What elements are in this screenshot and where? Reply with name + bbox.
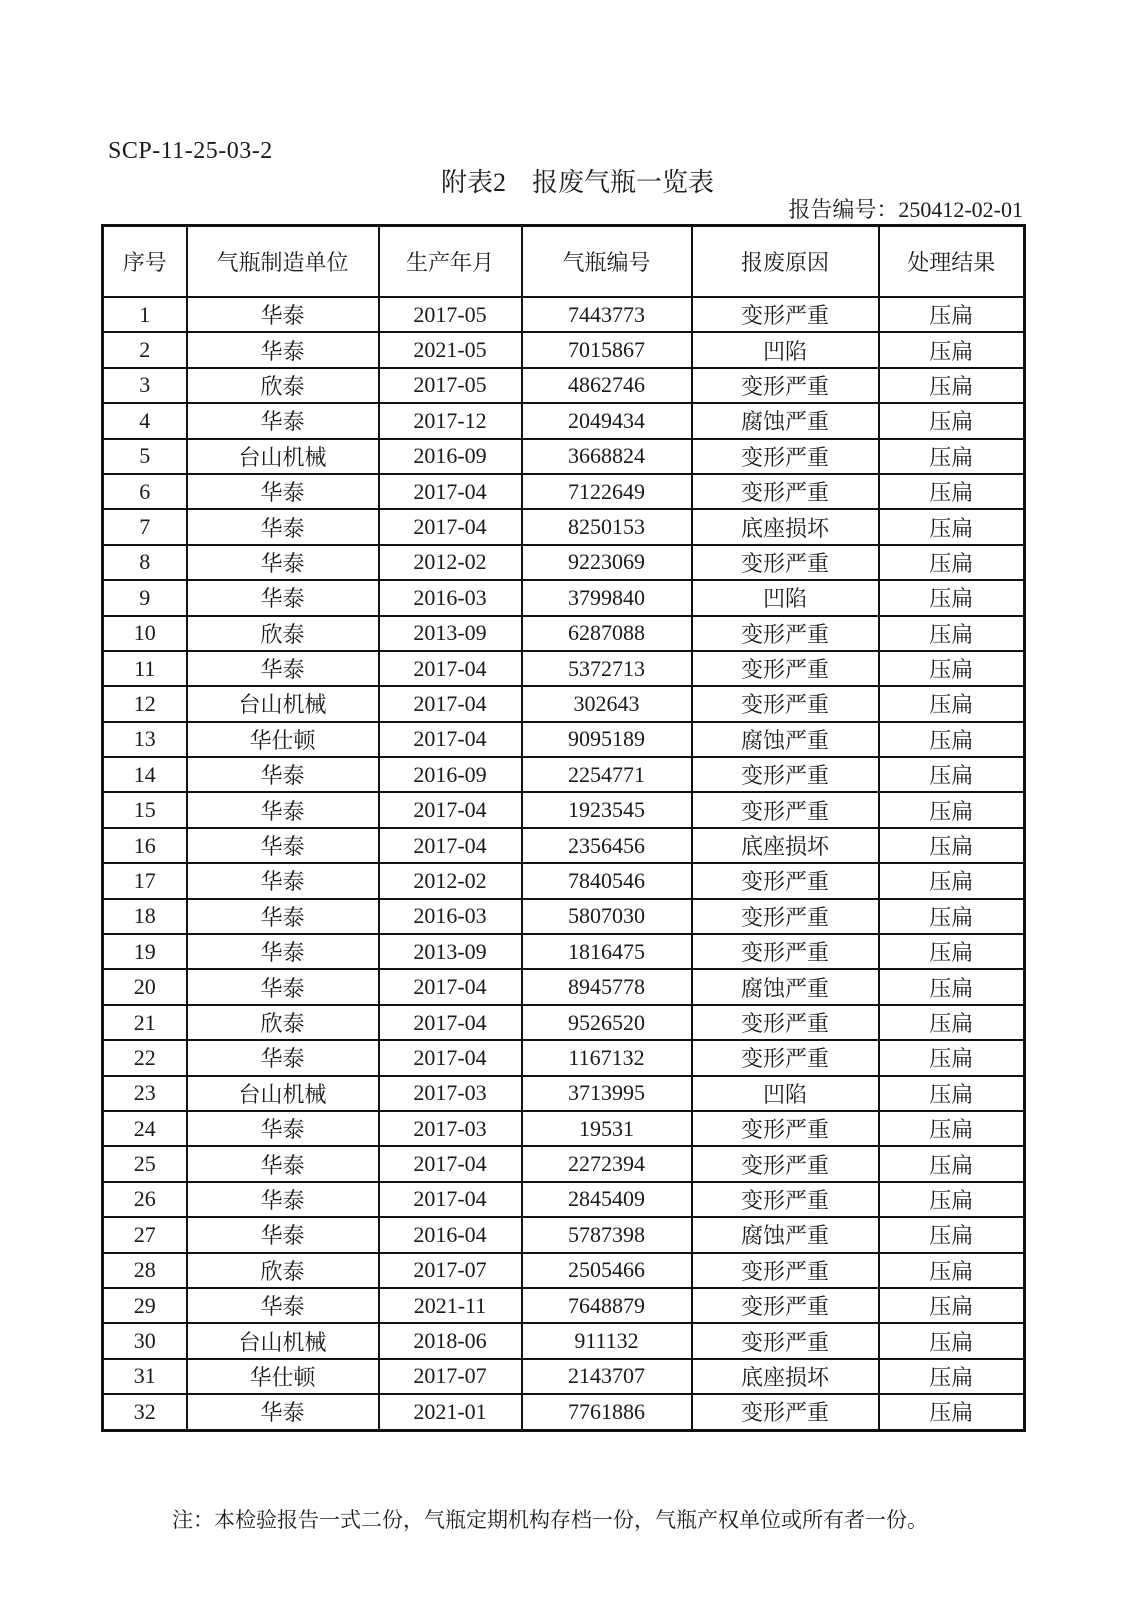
table-row [103, 509, 1025, 544]
cell-cylinder-number: 3668824 [522, 439, 692, 474]
cell-production-date: 2017-04 [379, 1005, 522, 1040]
cell-seq-no: 32 [103, 1394, 187, 1430]
cell-cylinder-number: 302643 [522, 686, 692, 721]
cell-scrap-reason: 变形严重 [692, 616, 879, 651]
table-row [103, 686, 1025, 721]
cell-cylinder-number: 3799840 [522, 580, 692, 615]
cell-scrap-reason: 变形严重 [692, 1005, 879, 1040]
cell-production-date: 2017-04 [379, 509, 522, 544]
cell-manufacturer: 华泰 [187, 474, 379, 509]
cell-production-date: 2018-06 [379, 1323, 522, 1358]
table-row [103, 1005, 1025, 1040]
cell-seq-no: 21 [103, 1005, 187, 1040]
cell-treatment-result: 压扁 [879, 934, 1025, 969]
cell-treatment-result: 压扁 [879, 474, 1025, 509]
cell-scrap-reason: 腐蚀严重 [692, 969, 879, 1004]
cell-manufacturer: 华泰 [187, 899, 379, 934]
cell-seq-no: 14 [103, 757, 187, 792]
table-body [103, 297, 1025, 1430]
cell-seq-no: 20 [103, 969, 187, 1004]
cell-manufacturer: 华泰 [187, 1111, 379, 1146]
cell-cylinder-number: 1923545 [522, 792, 692, 827]
cell-seq-no: 26 [103, 1182, 187, 1217]
cell-seq-no: 22 [103, 1040, 187, 1075]
cell-seq-no: 16 [103, 828, 187, 863]
cell-production-date: 2017-07 [379, 1253, 522, 1288]
cell-scrap-reason: 腐蚀严重 [692, 1217, 879, 1252]
cell-manufacturer: 华泰 [187, 757, 379, 792]
cell-seq-no: 15 [103, 792, 187, 827]
cell-manufacturer: 华泰 [187, 509, 379, 544]
cell-seq-no: 29 [103, 1288, 187, 1323]
cell-scrap-reason: 变形严重 [692, 899, 879, 934]
cell-cylinder-number: 2254771 [522, 757, 692, 792]
cell-seq-no: 3 [103, 368, 187, 403]
cell-production-date: 2017-04 [379, 1182, 522, 1217]
cell-manufacturer: 华泰 [187, 1040, 379, 1075]
table-row [103, 1040, 1025, 1075]
cell-cylinder-number: 9095189 [522, 722, 692, 757]
cell-cylinder-number: 6287088 [522, 616, 692, 651]
cell-manufacturer: 华泰 [187, 1288, 379, 1323]
cell-manufacturer: 华泰 [187, 969, 379, 1004]
table-row [103, 969, 1025, 1004]
cell-scrap-reason: 腐蚀严重 [692, 403, 879, 438]
cell-seq-no: 27 [103, 1217, 187, 1252]
cell-seq-no: 19 [103, 934, 187, 969]
table-row [103, 899, 1025, 934]
cell-seq-no: 30 [103, 1323, 187, 1358]
header-cell-production-date: 生产年月 [379, 226, 522, 298]
cell-treatment-result: 压扁 [879, 616, 1025, 651]
cell-scrap-reason: 变形严重 [692, 297, 879, 332]
cell-scrap-reason: 变形严重 [692, 1182, 879, 1217]
cell-seq-no: 1 [103, 297, 187, 332]
cell-scrap-reason: 凹陷 [692, 1076, 879, 1111]
cell-seq-no: 8 [103, 545, 187, 580]
cell-seq-no: 17 [103, 863, 187, 898]
cell-manufacturer: 华泰 [187, 403, 379, 438]
cell-seq-no: 10 [103, 616, 187, 651]
cell-production-date: 2017-05 [379, 368, 522, 403]
cell-production-date: 2016-09 [379, 757, 522, 792]
cell-cylinder-number: 2049434 [522, 403, 692, 438]
cell-treatment-result: 压扁 [879, 368, 1025, 403]
cell-scrap-reason: 变形严重 [692, 1288, 879, 1323]
table-row [103, 1253, 1025, 1288]
cell-manufacturer: 欣泰 [187, 1253, 379, 1288]
cell-manufacturer: 华泰 [187, 580, 379, 615]
table-row [103, 1076, 1025, 1111]
cell-cylinder-number: 9526520 [522, 1005, 692, 1040]
cell-scrap-reason: 变形严重 [692, 1253, 879, 1288]
cell-manufacturer: 欣泰 [187, 1005, 379, 1040]
cell-production-date: 2017-04 [379, 1040, 522, 1075]
footer-note: 注：本检验报告一式二份，气瓶定期机构存档一份，气瓶产权单位或所有者一份。 [172, 1508, 928, 1532]
cell-scrap-reason: 变形严重 [692, 1040, 879, 1075]
cell-manufacturer: 台山机械 [187, 1076, 379, 1111]
cell-scrap-reason: 变形严重 [692, 757, 879, 792]
cell-treatment-result: 压扁 [879, 403, 1025, 438]
scrapped-cylinder-table [101, 224, 1026, 1432]
cell-scrap-reason: 凹陷 [692, 332, 879, 367]
cell-seq-no: 11 [103, 651, 187, 686]
table-row [103, 297, 1025, 332]
cell-treatment-result: 压扁 [879, 722, 1025, 757]
cell-scrap-reason: 变形严重 [692, 439, 879, 474]
report-number-value: 250412-02-01 [898, 197, 1023, 222]
cell-treatment-result: 压扁 [879, 297, 1025, 332]
cell-cylinder-number: 7648879 [522, 1288, 692, 1323]
cell-cylinder-number: 8945778 [522, 969, 692, 1004]
cell-cylinder-number: 7122649 [522, 474, 692, 509]
cell-treatment-result: 压扁 [879, 332, 1025, 367]
cell-cylinder-number: 2143707 [522, 1359, 692, 1394]
cell-seq-no: 4 [103, 403, 187, 438]
table-row [103, 368, 1025, 403]
cell-production-date: 2017-04 [379, 651, 522, 686]
cell-cylinder-number: 2356456 [522, 828, 692, 863]
table-row [103, 439, 1025, 474]
cell-manufacturer: 华泰 [187, 792, 379, 827]
cell-treatment-result: 压扁 [879, 1076, 1025, 1111]
cell-treatment-result: 压扁 [879, 757, 1025, 792]
cell-scrap-reason: 底座损坏 [692, 828, 879, 863]
cell-cylinder-number: 7443773 [522, 297, 692, 332]
cell-seq-no: 2 [103, 332, 187, 367]
cell-scrap-reason: 腐蚀严重 [692, 722, 879, 757]
table-row [103, 1217, 1025, 1252]
cell-production-date: 2017-04 [379, 722, 522, 757]
cell-cylinder-number: 2505466 [522, 1253, 692, 1288]
cell-seq-no: 23 [103, 1076, 187, 1111]
cell-treatment-result: 压扁 [879, 828, 1025, 863]
cell-cylinder-number: 3713995 [522, 1076, 692, 1111]
cell-production-date: 2016-04 [379, 1217, 522, 1252]
cell-seq-no: 24 [103, 1111, 187, 1146]
table-row [103, 1359, 1025, 1394]
cell-seq-no: 7 [103, 509, 187, 544]
cell-cylinder-number: 1816475 [522, 934, 692, 969]
cell-production-date: 2021-11 [379, 1288, 522, 1323]
table-row [103, 580, 1025, 615]
cell-manufacturer: 华泰 [187, 934, 379, 969]
cell-cylinder-number: 7015867 [522, 332, 692, 367]
table-row [103, 722, 1025, 757]
cell-treatment-result: 压扁 [879, 1040, 1025, 1075]
cell-manufacturer: 华泰 [187, 828, 379, 863]
cell-treatment-result: 压扁 [879, 863, 1025, 898]
cell-seq-no: 18 [103, 899, 187, 934]
cell-scrap-reason: 变形严重 [692, 368, 879, 403]
cell-treatment-result: 压扁 [879, 439, 1025, 474]
header-cell-scrap-reason: 报废原因 [692, 226, 879, 298]
cell-seq-no: 5 [103, 439, 187, 474]
cell-treatment-result: 压扁 [879, 1359, 1025, 1394]
cell-cylinder-number: 5787398 [522, 1217, 692, 1252]
cell-treatment-result: 压扁 [879, 792, 1025, 827]
header-cell-manufacturer: 气瓶制造单位 [187, 226, 379, 298]
table-row [103, 792, 1025, 827]
cell-manufacturer: 华泰 [187, 297, 379, 332]
cell-scrap-reason: 变形严重 [692, 792, 879, 827]
header-cell-seq-no: 序号 [103, 226, 187, 298]
page-title: 附表2 报废气瓶一览表 [441, 168, 715, 197]
table-row [103, 651, 1025, 686]
cell-manufacturer: 华泰 [187, 545, 379, 580]
cell-treatment-result: 压扁 [879, 651, 1025, 686]
cell-production-date: 2016-03 [379, 580, 522, 615]
cell-production-date: 2021-05 [379, 332, 522, 367]
cell-scrap-reason: 底座损坏 [692, 509, 879, 544]
cell-scrap-reason: 变形严重 [692, 474, 879, 509]
report-number-label: 报告编号： [788, 197, 899, 222]
cell-manufacturer: 华泰 [187, 1146, 379, 1181]
cell-manufacturer: 华泰 [187, 1394, 379, 1430]
cell-production-date: 2013-09 [379, 934, 522, 969]
cell-seq-no: 13 [103, 722, 187, 757]
cell-manufacturer: 华仕顿 [187, 1359, 379, 1394]
cell-cylinder-number: 9223069 [522, 545, 692, 580]
cell-treatment-result: 压扁 [879, 1111, 1025, 1146]
cell-treatment-result: 压扁 [879, 1394, 1025, 1430]
cell-scrap-reason: 变形严重 [692, 686, 879, 721]
cell-cylinder-number: 2845409 [522, 1182, 692, 1217]
cell-production-date: 2013-09 [379, 616, 522, 651]
table-row [103, 757, 1025, 792]
cell-cylinder-number: 7840546 [522, 863, 692, 898]
cell-scrap-reason: 凹陷 [692, 580, 879, 615]
cell-treatment-result: 压扁 [879, 1288, 1025, 1323]
cell-manufacturer: 欣泰 [187, 368, 379, 403]
cell-cylinder-number: 1167132 [522, 1040, 692, 1075]
cell-manufacturer: 欣泰 [187, 616, 379, 651]
table-row [103, 934, 1025, 969]
cell-scrap-reason: 变形严重 [692, 1394, 879, 1430]
cell-scrap-reason: 底座损坏 [692, 1359, 879, 1394]
cell-treatment-result: 压扁 [879, 1217, 1025, 1252]
cell-scrap-reason: 变形严重 [692, 863, 879, 898]
header-cell-cylinder-number: 气瓶编号 [522, 226, 692, 298]
table-header-row [103, 226, 1025, 298]
cell-treatment-result: 压扁 [879, 580, 1025, 615]
cell-scrap-reason: 变形严重 [692, 545, 879, 580]
table-row [103, 403, 1025, 438]
cell-production-date: 2012-02 [379, 863, 522, 898]
cell-production-date: 2017-05 [379, 297, 522, 332]
cell-production-date: 2017-04 [379, 969, 522, 1004]
cell-manufacturer: 台山机械 [187, 686, 379, 721]
cell-seq-no: 25 [103, 1146, 187, 1181]
cell-manufacturer: 台山机械 [187, 1323, 379, 1358]
table-row [103, 1111, 1025, 1146]
table-row [103, 1288, 1025, 1323]
cell-treatment-result: 压扁 [879, 509, 1025, 544]
cell-production-date: 2017-12 [379, 403, 522, 438]
cell-cylinder-number: 5807030 [522, 899, 692, 934]
cell-cylinder-number: 8250153 [522, 509, 692, 544]
cell-scrap-reason: 变形严重 [692, 1111, 879, 1146]
cell-scrap-reason: 变形严重 [692, 934, 879, 969]
cell-scrap-reason: 变形严重 [692, 1323, 879, 1358]
cell-seq-no: 12 [103, 686, 187, 721]
cell-seq-no: 6 [103, 474, 187, 509]
cell-treatment-result: 压扁 [879, 899, 1025, 934]
cell-production-date: 2017-03 [379, 1111, 522, 1146]
cell-production-date: 2017-04 [379, 474, 522, 509]
cell-production-date: 2017-04 [379, 828, 522, 863]
cell-manufacturer: 台山机械 [187, 439, 379, 474]
table-row [103, 545, 1025, 580]
table-row [103, 1182, 1025, 1217]
cell-production-date: 2017-07 [379, 1359, 522, 1394]
cell-production-date: 2016-09 [379, 439, 522, 474]
cell-seq-no: 9 [103, 580, 187, 615]
cell-cylinder-number: 4862746 [522, 368, 692, 403]
report-number-line [788, 193, 1023, 224]
cell-manufacturer: 华泰 [187, 1182, 379, 1217]
cell-treatment-result: 压扁 [879, 1323, 1025, 1358]
table-row [103, 1323, 1025, 1358]
table-row [103, 616, 1025, 651]
cell-treatment-result: 压扁 [879, 686, 1025, 721]
cell-treatment-result: 压扁 [879, 1005, 1025, 1040]
cell-treatment-result: 压扁 [879, 1253, 1025, 1288]
cell-production-date: 2017-04 [379, 686, 522, 721]
table-row [103, 332, 1025, 367]
cell-manufacturer: 华泰 [187, 651, 379, 686]
cell-cylinder-number: 2272394 [522, 1146, 692, 1181]
cell-treatment-result: 压扁 [879, 545, 1025, 580]
cell-production-date: 2017-04 [379, 792, 522, 827]
table-row [103, 828, 1025, 863]
cell-treatment-result: 压扁 [879, 1146, 1025, 1181]
cell-cylinder-number: 911132 [522, 1323, 692, 1358]
cell-cylinder-number: 5372713 [522, 651, 692, 686]
cell-production-date: 2016-03 [379, 899, 522, 934]
cell-scrap-reason: 变形严重 [692, 1146, 879, 1181]
cell-treatment-result: 压扁 [879, 1182, 1025, 1217]
cell-scrap-reason: 变形严重 [692, 651, 879, 686]
header-cell-treatment-result: 处理结果 [879, 226, 1025, 298]
table-row [103, 1394, 1025, 1430]
cell-production-date: 2012-02 [379, 545, 522, 580]
cell-manufacturer: 华泰 [187, 863, 379, 898]
cell-production-date: 2017-04 [379, 1146, 522, 1181]
cell-seq-no: 31 [103, 1359, 187, 1394]
table-row [103, 1146, 1025, 1181]
cell-manufacturer: 华泰 [187, 332, 379, 367]
cell-manufacturer: 华仕顿 [187, 722, 379, 757]
doc-code: SCP-11-25-03-2 [108, 138, 273, 164]
cell-cylinder-number: 19531 [522, 1111, 692, 1146]
table-row [103, 863, 1025, 898]
cell-cylinder-number: 7761886 [522, 1394, 692, 1430]
cell-treatment-result: 压扁 [879, 969, 1025, 1004]
cell-production-date: 2017-03 [379, 1076, 522, 1111]
cell-manufacturer: 华泰 [187, 1217, 379, 1252]
table-row [103, 474, 1025, 509]
cell-production-date: 2021-01 [379, 1394, 522, 1430]
cell-seq-no: 28 [103, 1253, 187, 1288]
